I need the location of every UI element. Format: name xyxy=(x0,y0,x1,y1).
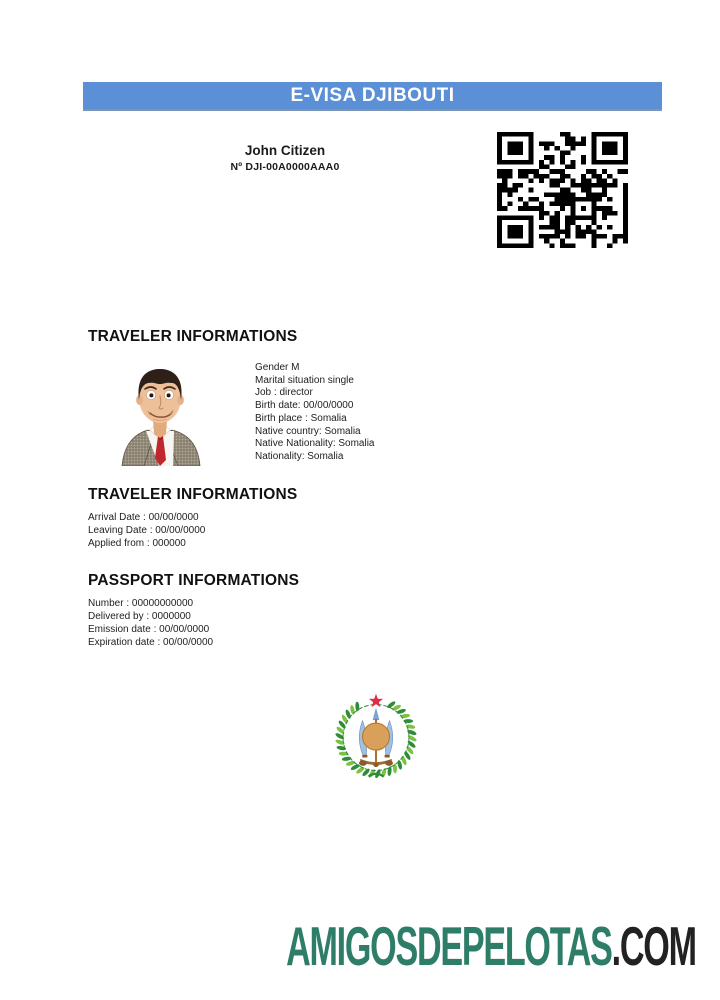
section-title-traveler-2: TRAVELER INFORMATIONS xyxy=(88,486,298,503)
site-watermark xyxy=(286,915,696,977)
detail-expiration-date: Expiration date : 00/00/0000 xyxy=(88,637,214,648)
detail-delivered-by: Delivered by : 0000000 xyxy=(88,611,191,622)
visa-number: Nº DJI-00A0000AAA0 xyxy=(230,161,340,173)
traveler-details-list xyxy=(255,362,375,464)
section-title-passport: PASSPORT INFORMATIONS xyxy=(88,572,300,589)
trip-details-list xyxy=(88,511,205,550)
detail-passport-number: Number : 00000000000 xyxy=(88,598,194,609)
detail-birth-place: Birth place : Somalia xyxy=(255,412,347,424)
watermark-tld: .COM xyxy=(611,915,696,977)
holder-name: John Citizen xyxy=(244,143,326,158)
document-title: E-VISA DJIBOUTI xyxy=(290,84,455,106)
detail-marital: Marital situation single xyxy=(255,374,354,386)
detail-emission-date: Emission date : 00/00/0000 xyxy=(88,624,210,635)
detail-leaving-date: Leaving Date : 00/00/0000 xyxy=(88,525,206,536)
traveler-photo xyxy=(114,356,205,466)
detail-applied-from: Applied from : 000000 xyxy=(88,538,186,549)
detail-gender: Gender M xyxy=(255,362,300,373)
detail-birth-date: Birth date: 00/00/0000 xyxy=(255,400,354,412)
qr-code xyxy=(497,132,628,248)
detail-native-country: Native country: Somalia xyxy=(255,425,361,437)
detail-native-nationality: Native Nationality: Somalia xyxy=(255,438,375,450)
document-header-bar xyxy=(83,82,662,111)
djibouti-coat-of-arms-icon xyxy=(329,691,423,784)
visa-holder-block xyxy=(160,143,410,173)
detail-job: Job : director xyxy=(255,387,313,399)
passport-details-list xyxy=(88,597,213,649)
detail-arrival-date: Arrival Date : 00/00/0000 xyxy=(88,512,199,523)
watermark-brand: AMIGOSDEPELOTAS xyxy=(286,915,612,977)
detail-nationality: Nationality: Somalia xyxy=(255,450,344,462)
section-title-traveler-1: TRAVELER INFORMATIONS xyxy=(88,328,298,345)
